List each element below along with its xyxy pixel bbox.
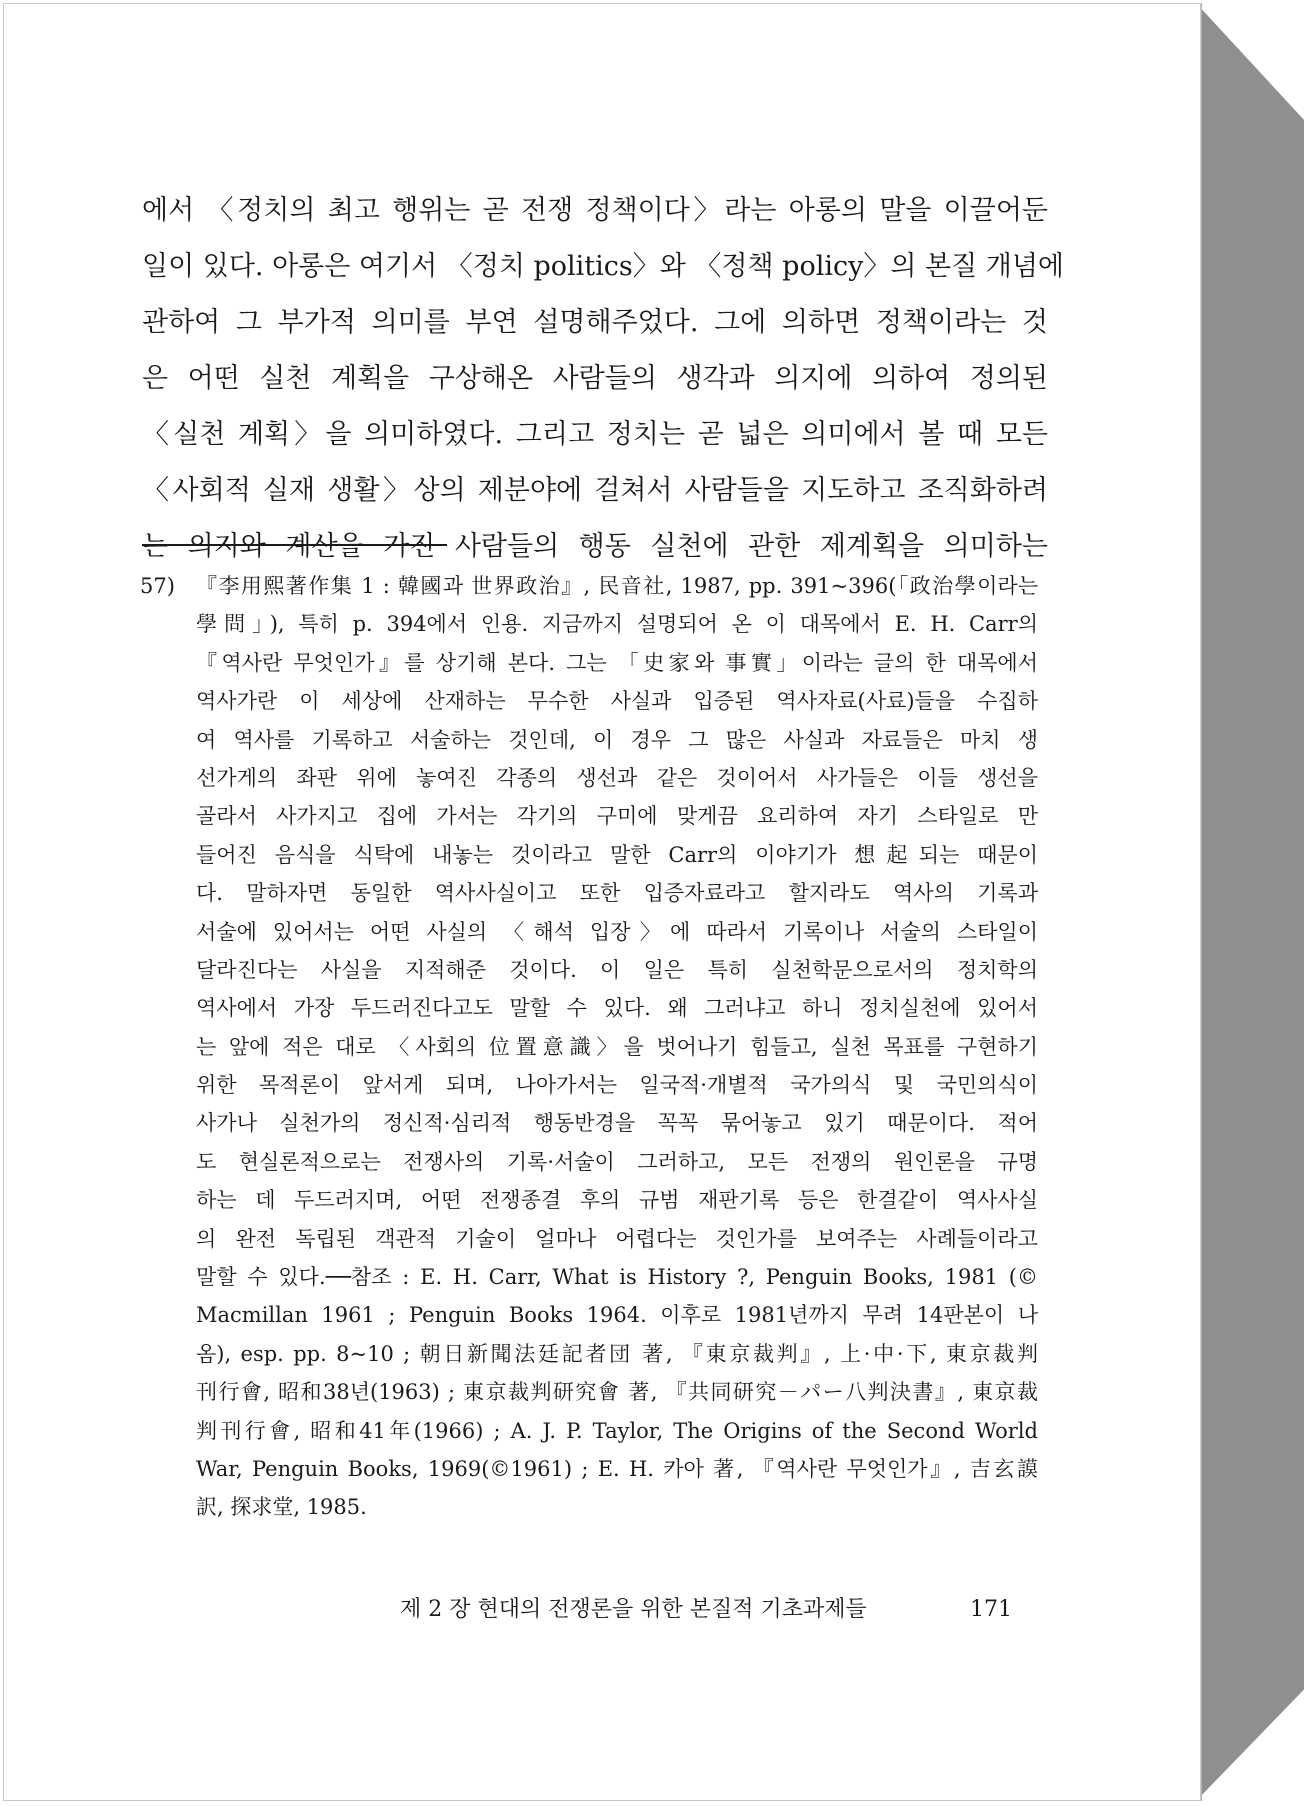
footnote-line: 역사가란 이 세상에 산재하는 무수한 사실과 입증된 역사자료(사료)들을 수집하	[196, 689, 1038, 714]
footnote-marker: 57)	[140, 574, 175, 598]
footnote-line: War, Penguin Books, 1969(©1961) ; E. H. 카아 著, 『역사란 무엇인가』, 吉玄謨	[196, 1456, 1038, 1481]
footnote-line: 『李用熙著作集 1 : 韓國과 世界政治』, 民音社, 1987, pp. 391~396(「政治學이라는	[196, 574, 1038, 598]
footnote-line: 도 현실론적으로는 전쟁사의 기록·서술이 그러하고, 모든 전쟁의 원인론을 규명	[196, 1149, 1038, 1174]
body-line: 은 어떤 실천 계획을 구상해온 사람들의 생각과 의지에 의하여 정의된	[142, 363, 1048, 394]
footnote-line: 다. 말하자면 동일한 역사사실이고 또한 입증자료라고 할지라도 역사의 기록과	[196, 881, 1038, 906]
footnote-line: 하는 데 두드러지며, 어떤 전쟁종결 후의 규범 재판기록 등은 한결같이 역사사실	[196, 1188, 1038, 1213]
book-thickness-shading	[1196, 3, 1304, 1801]
body-line: 관하여 그 부가적 의미를 부연 설명해주었다. 그에 의하면 정책이라는 것	[142, 307, 1048, 338]
footnote-line: 선가게의 좌판 위에 놓여진 각종의 생선과 같은 것이어서 사가들은 이들 생선을	[196, 765, 1038, 790]
footnote-line: 사가나 실천가의 정신적·심리적 행동반경을 꼭꼭 묶어놓고 있기 때문이다. 적어	[196, 1111, 1038, 1136]
footnote-separator	[142, 544, 447, 546]
footnote-line: 들어진 음식을 식탁에 내놓는 것이라고 말한 Carr의 이야기가 想起되는 때문이	[196, 842, 1038, 867]
footnote-line: 의 완전 독립된 객관적 기술이 얼마나 어렵다는 것인가를 보여주는 사례들이라고	[196, 1226, 1038, 1251]
footnote-line: 위한 목적론이 앞서게 되며, 나아가서는 일국적·개별적 국가의식 및 국민의식이	[196, 1073, 1038, 1098]
footnote-line: 訳, 探求堂, 1985.	[196, 1495, 367, 1520]
footnote-line: 서술에 있어서는 어떤 사실의 〈해석 입장〉에 따라서 기록이나 서술의 스타일이	[196, 919, 1038, 944]
footnote-line: 달라진다는 사실을 지적해준 것이다. 이 일은 특히 실천학문으로서의 정치학의	[196, 957, 1038, 982]
footnote-text	[196, 567, 1038, 1527]
footnote-line: 刊行會, 昭和38년(1963) ; 東京裁判研究會 著, 『共同研究－パー八判決書』, 東京裁	[196, 1380, 1038, 1405]
footnote-line: 學問」), 특히 p. 394에서 인용. 지금까지 설명되어 온 이 대목에서 E. H. Carr의	[196, 612, 1038, 637]
footnote-line: 옴), esp. pp. 8~10 ; 朝日新聞法廷記者団 著, 『東京裁判』, 上·中·下, 東京裁判	[196, 1341, 1038, 1366]
footnote-line: 골라서 사가지고 집에 가서는 각기의 구미에 맞게끔 요리하여 자기 스타일로 만	[196, 804, 1038, 829]
body-line: 일이 있다. 아롱은 여기서 〈정치 politics〉와 〈정책 policy〉의 본질 개념에	[142, 251, 1065, 282]
running-footer	[400, 1590, 1012, 1630]
footnote-line: 『역사란 무엇인가』를 상기해 본다. 그는 「史家와 事實」이라는 글의 한 대목에서	[196, 650, 1038, 675]
running-title: 제 2 장 현대의 전쟁론을 위한 본질적 기초과제들	[400, 1597, 867, 1622]
body-line: 〈실천 계획〉을 의미하였다. 그리고 정치는 곧 넓은 의미에서 볼 때 모든	[142, 419, 1048, 450]
body-paragraph	[142, 183, 1065, 575]
footnote-line: Macmillan 1961 ; Penguin Books 1964. 이후로 1981년까지 무려 14판본이 나	[196, 1303, 1038, 1328]
footnote-line: 역사에서 가장 두드러진다고도 말할 수 있다. 왜 그러냐고 하니 정치실천에 있어서	[196, 996, 1038, 1021]
body-line: 는 의지와 계산을 가진 사람들의 행동 실천에 관한 제계획을 의미하는	[142, 531, 1048, 562]
body-line: 〈사회적 실재 생활〉상의 제분야에 걸쳐서 사람들을 지도하고 조직화하려	[142, 475, 1048, 506]
footnote-line: 는 앞에 적은 대로 〈사회의 位置意識〉을 벗어나기 힘들고, 실천 목표를 구현하기	[196, 1034, 1038, 1059]
footnote-line: 여 역사를 기록하고 서술하는 것인데, 이 경우 그 많은 사실과 자료들은 마치 생	[196, 727, 1038, 752]
footnote-line: 判刊行會, 昭和41年(1966) ; A. J. P. Taylor, The Origins of the Second World	[196, 1418, 1038, 1443]
page-number: 171	[970, 1597, 1012, 1622]
footnote-line: 말할 수 있다.──참조 : E. H. Carr, What is History ?, Penguin Books, 1981 (©	[196, 1265, 1038, 1290]
body-line: 에서 〈정치의 최고 행위는 곧 전쟁 정책이다〉라는 아롱의 말을 이끌어둔	[142, 195, 1048, 226]
